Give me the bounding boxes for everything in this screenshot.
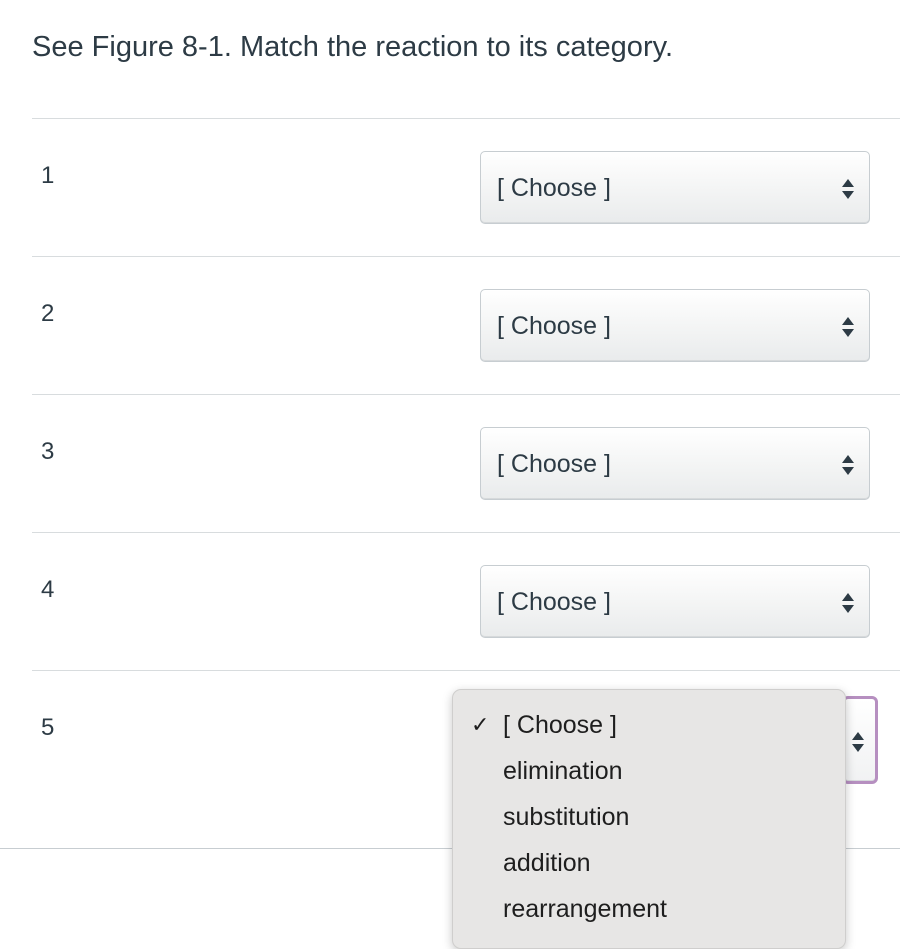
match-row-label: 4 [41,576,55,603]
dropdown-option-elimination[interactable]: elimination [503,757,623,785]
select-value: [ Choose ] [497,174,611,202]
select-arrows-icon [841,592,855,614]
divider [32,256,900,257]
checkmark-icon: ✓ [471,712,490,737]
dropdown-option-substitution[interactable]: substitution [503,803,630,831]
divider [32,118,900,119]
select-arrows-icon [851,731,865,753]
option-label: [ Choose ] [503,711,617,739]
match-row-label: 3 [41,438,55,465]
dropdown-option-addition[interactable]: addition [503,849,591,877]
match-row-label: 1 [41,162,55,189]
answer-select-1[interactable] [480,151,870,224]
select-arrows-icon [841,316,855,338]
select-arrows-icon [841,178,855,200]
divider [32,532,900,533]
answer-select-2[interactable] [480,289,870,362]
match-row-label: 5 [41,714,55,741]
dropdown-option-rearrangement[interactable]: rearrangement [503,895,667,923]
match-row-label: 2 [41,300,55,327]
select-arrows-icon [841,454,855,476]
answer-select-5[interactable] [842,696,878,784]
select-value: [ Choose ] [497,450,611,478]
question-text: See Figure 8-1. Match the reaction to its category. [32,31,674,63]
divider [32,670,900,671]
select-value: [ Choose ] [497,588,611,616]
divider [32,394,900,395]
dropdown-option-choose[interactable] [453,702,845,748]
answer-select-4[interactable] [480,565,870,638]
select-value: [ Choose ] [497,312,611,340]
answer-select-3[interactable] [480,427,870,500]
select-dropdown-menu [452,689,846,949]
